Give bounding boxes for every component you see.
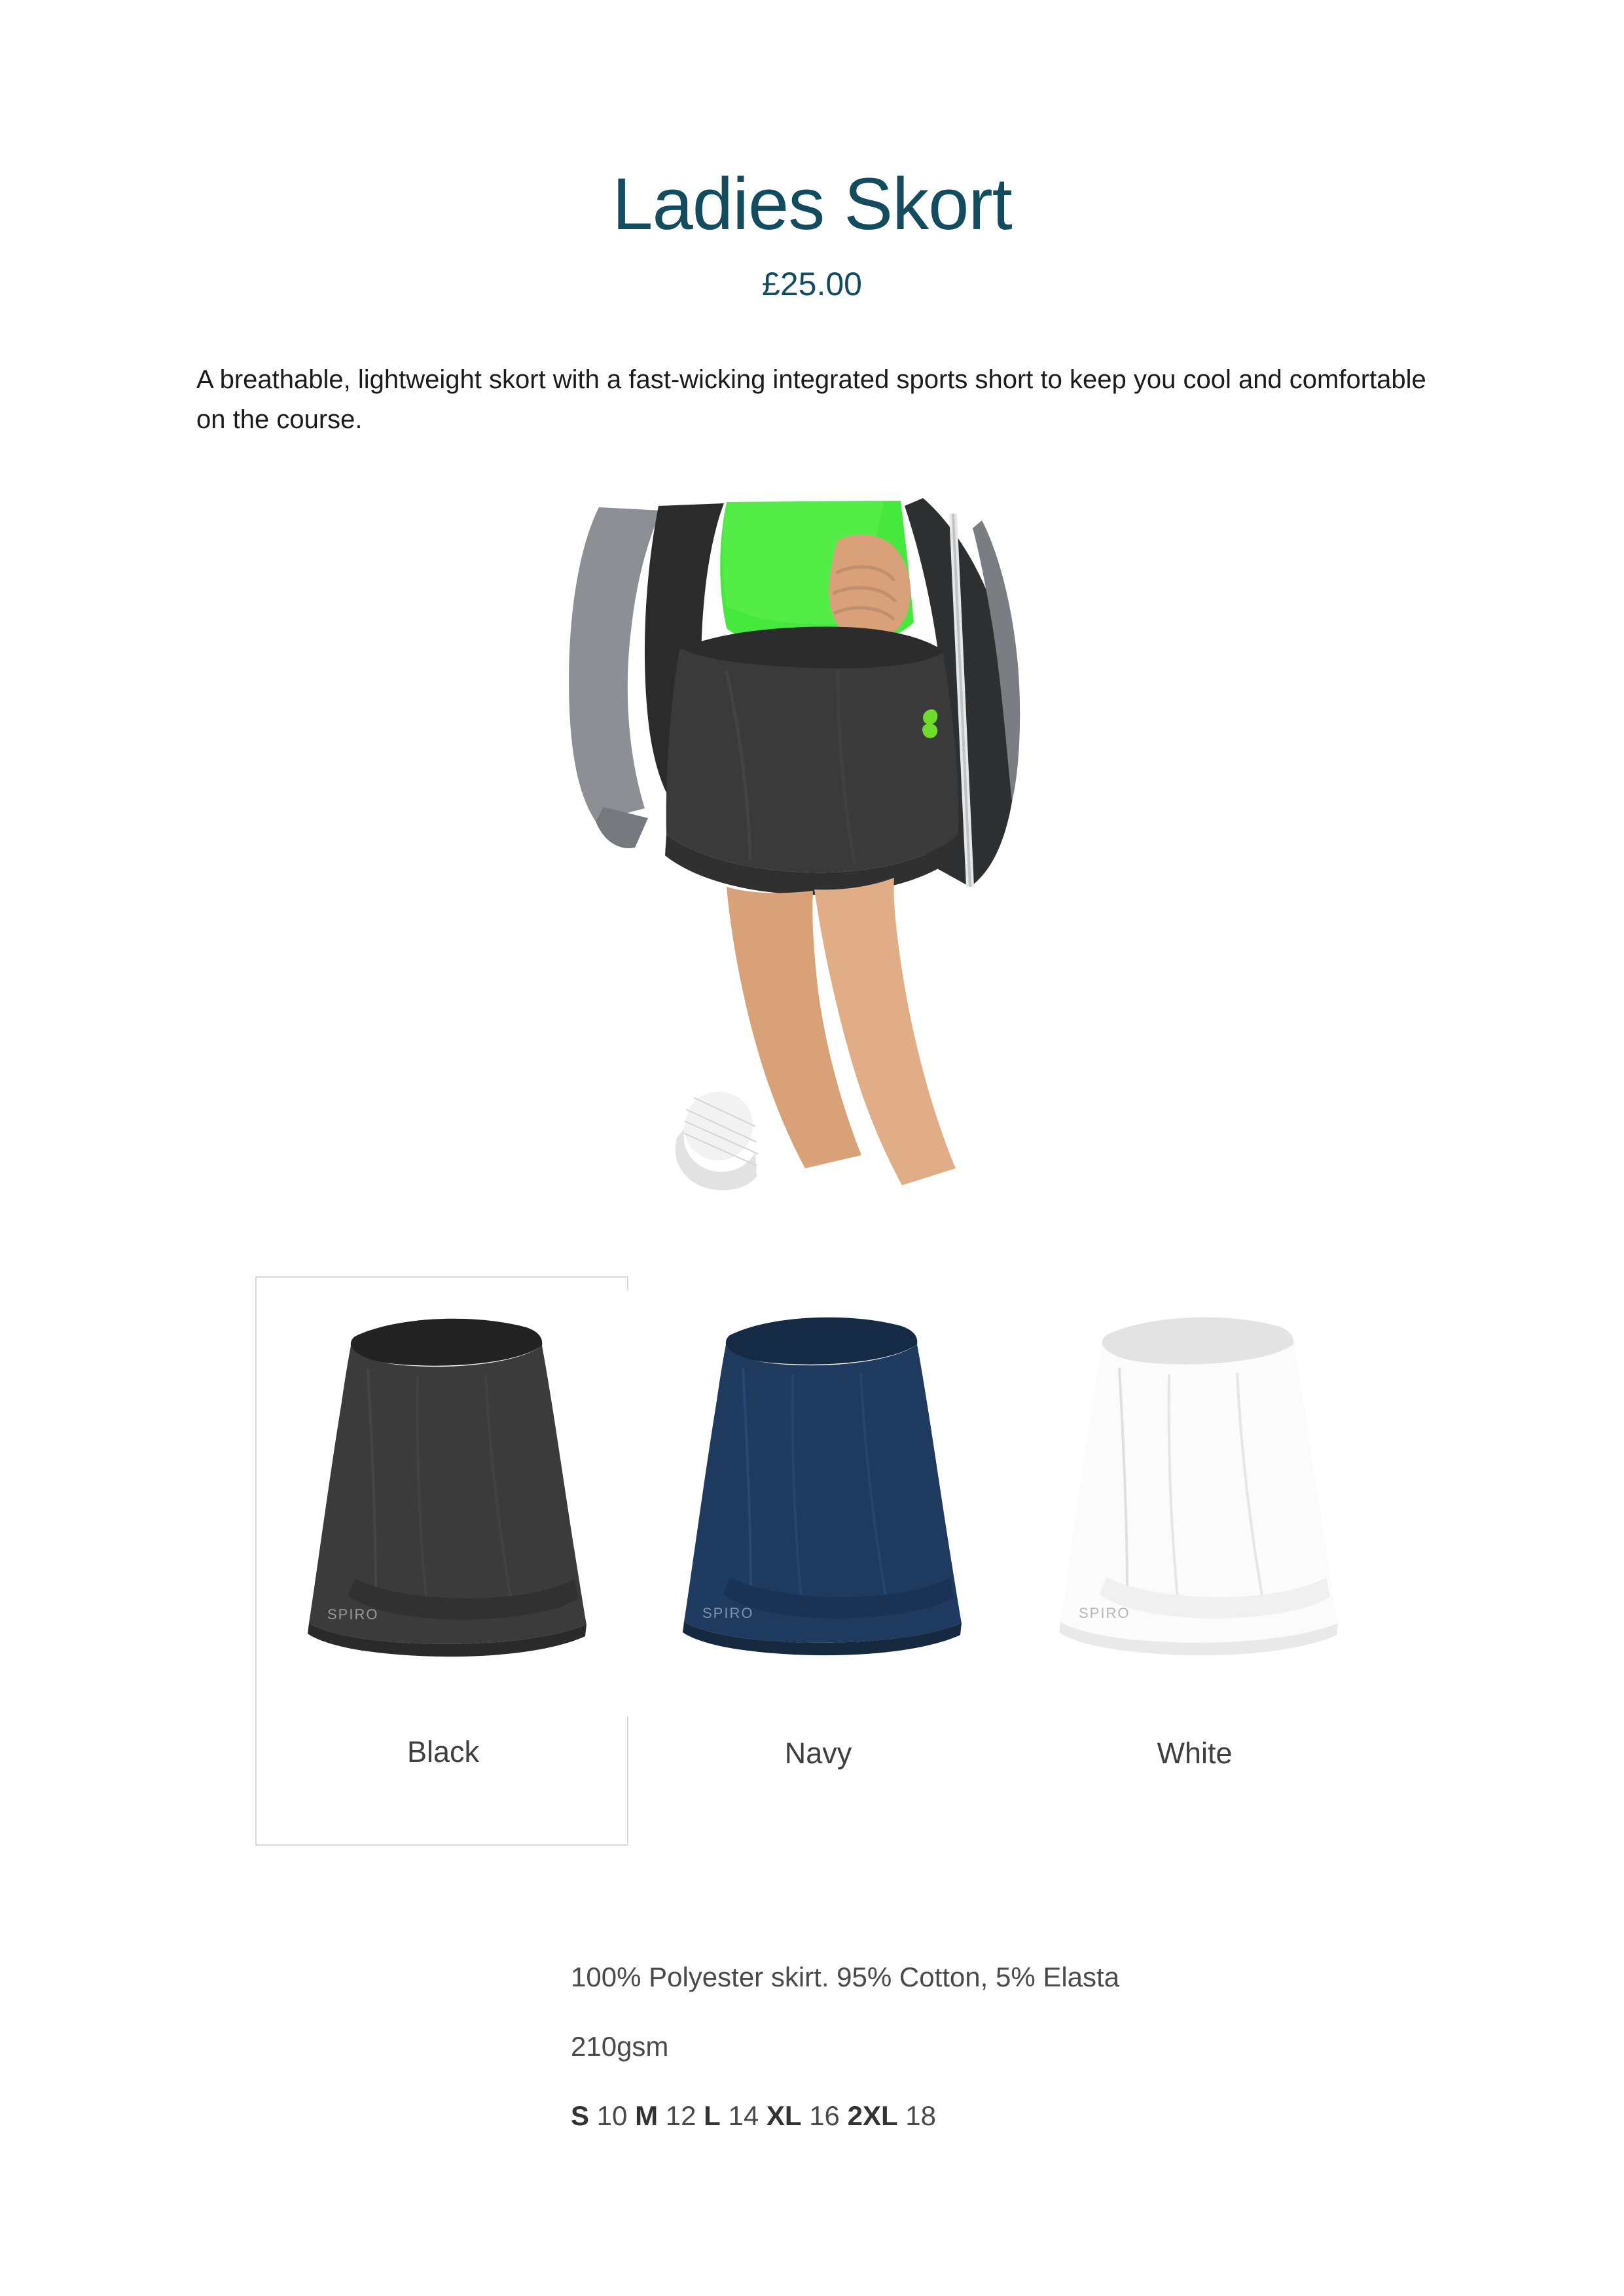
color-label-navy: Navy	[784, 1736, 852, 1770]
skort-navy-image	[632, 1289, 1005, 1715]
skort-black-image	[257, 1291, 630, 1716]
size-value-m: 12	[658, 2100, 704, 2130]
size-code-m: M	[635, 2100, 659, 2130]
page-title: Ladies Skort	[612, 163, 1012, 245]
size-code-2xl: 2XL	[847, 2100, 898, 2130]
size-code-l: L	[704, 2100, 721, 2130]
size-value-xl: 16	[801, 2100, 848, 2130]
product-price: £25.00	[762, 266, 862, 302]
spec-composition: 100% Polyester skirt. 95% Cotton, 5% Elasta	[571, 1964, 1120, 1992]
color-swatch-black[interactable]	[255, 1276, 628, 1846]
svg-text:SPIRO: SPIRO	[702, 1605, 754, 1621]
svg-text:SPIRO: SPIRO	[1079, 1605, 1130, 1621]
spec-weight: 210gsm	[571, 2031, 669, 2062]
svg-text:SPIRO: SPIRO	[327, 1606, 379, 1623]
size-value-l: 14	[720, 2100, 767, 2130]
hero-illustration	[530, 494, 1093, 1214]
product-specs	[571, 1964, 1252, 2130]
size-code-xl: XL	[766, 2100, 802, 2130]
color-swatch-row	[255, 1276, 1381, 1852]
size-code-s: S	[571, 2100, 590, 2130]
color-swatch-navy[interactable]	[632, 1276, 1005, 1846]
color-label-white: White	[1157, 1736, 1233, 1770]
size-value-s: 10	[589, 2100, 636, 2130]
hero-product-photo	[530, 494, 1093, 1214]
spec-sizes	[571, 2102, 1252, 2130]
skort-white-image	[1008, 1289, 1381, 1715]
color-label-black: Black	[406, 1735, 480, 1768]
size-value-2xl: 18	[897, 2100, 937, 2130]
product-description: A breathable, lightweight skort with a fast-wicking integrated sports short to keep you cool and comfortable on the course.	[196, 365, 1426, 434]
color-swatch-white[interactable]	[1008, 1276, 1381, 1846]
